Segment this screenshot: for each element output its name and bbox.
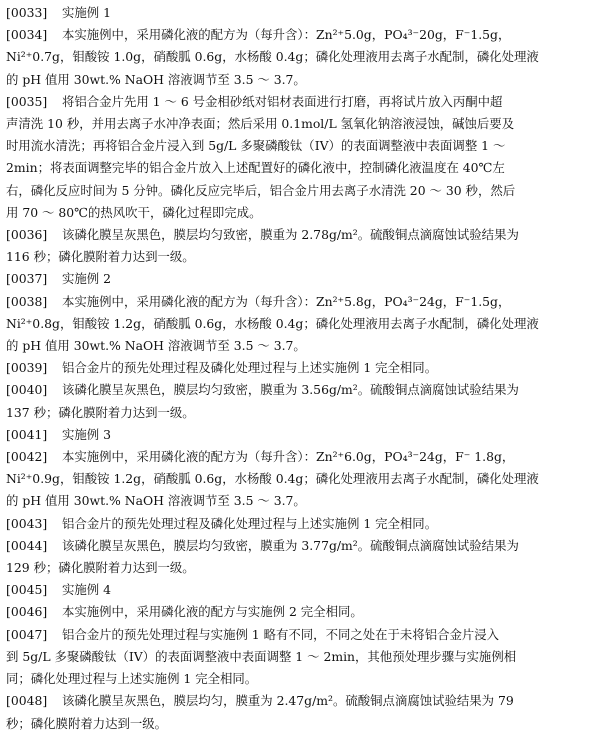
paragraph-text: 实施例 1 [62,5,111,20]
paragraph-line [6,601,601,623]
paragraph-text: 用 70 ～ 80℃的热风吹干，磷化过程即完成。 [6,204,262,220]
paragraph-text: Ni²⁺0.7g，钼酸铵 1.0g，硝酸胍 0.6g，水杨酸 0.4g；磷化处理液用去离子水配制，磷化处理液 [6,49,539,65]
paragraph-text: 右，磷化反应时间为 5 分钟。磷化反应完毕后，铝合金片用去离子水清洗 20 ～ 30 秒，然后 [6,182,516,198]
paragraph-number: [0041] [6,426,48,442]
paragraph-line [6,69,601,91]
paragraph-text: 实施例 2 [62,271,111,287]
paragraph-line [6,713,601,735]
paragraph-line [6,535,601,557]
paragraph-text: 铝合金片的预先处理过程与实施例 1 略有不同，不同之处在于未将铝合金片浸入 [62,626,500,642]
paragraph-number: [0045] [6,582,48,598]
paragraph-number: [0035] [6,93,48,109]
paragraph-number: [0047] [6,626,48,642]
paragraph-text: 时用流水清洗；再将铝合金片浸入到 5g/L 多聚磷酸钛（IV）的表面调整液中表面调整 1 ～ [6,138,506,154]
paragraph-line [6,335,601,357]
paragraph-line [6,268,601,290]
paragraph-0039 [6,357,601,379]
paragraph-0044 [6,535,601,579]
paragraph-text: 129 秒；磷化膜附着力达到一级。 [6,560,195,576]
paragraph-text: 137 秒；磷化膜附着力达到一级。 [6,404,195,420]
paragraph-number: [0040] [6,382,48,398]
paragraph-text: 的 pH 值用 30wt.% NaOH 溶液调节至 3.5 ～ 3.7。 [6,71,306,87]
paragraph-line [6,646,601,668]
paragraph-text: 铝合金片的预先处理过程及磷化处理过程与上述实施例 1 完全相同。 [62,360,438,376]
paragraph-line [6,379,601,401]
paragraph-0034 [6,24,601,91]
paragraph-text: Ni²⁺0.9g，钼酸铵 1.2g，硝酸胍 0.6g，水杨酸 0.4g；磷化处理液用去离子水配制，磷化处理液 [6,471,539,487]
paragraph-0041 [6,424,601,446]
paragraph-number: [0048] [6,693,48,709]
paragraph-line [6,224,601,246]
paragraph-number: [0039] [6,360,48,376]
paragraph-text: 本实施例中，采用磷化液的配方与实施例 2 完全相同。 [62,604,363,620]
paragraph-text: 本实施例中，采用磷化液的配方为（每升含）：Zn²⁺5.0g，PO₄³⁻20g，F⁻1.5g， [62,27,511,43]
paragraph-number: [0038] [6,293,48,309]
paragraph-number: [0044] [6,537,48,553]
paragraph-number: [0042] [6,449,48,465]
paragraph-text: 同；磷化处理过程与上述实施例 1 完全相同。 [6,671,258,687]
paragraph-line [6,557,601,579]
paragraph-0040 [6,379,601,423]
paragraph-text: 116 秒；磷化膜附着力达到一级。 [6,249,195,265]
paragraph-line [6,313,601,335]
paragraph-line [6,91,601,113]
paragraph-0033 [6,2,601,24]
paragraph-text: 本实施例中，采用磷化液的配方为（每升含）：Zn²⁺5.8g，PO₄³⁻24g，F⁻1.5g， [62,293,511,309]
paragraph-line [6,446,601,468]
paragraph-line [6,291,601,313]
paragraph-line [6,135,601,157]
paragraph-0046 [6,601,601,623]
paragraph-line [6,424,601,446]
paragraph-line [6,46,601,68]
paragraph-list [6,2,601,735]
paragraph-number: [0046] [6,604,48,620]
paragraph-line [6,513,601,535]
paragraph-line [6,668,601,690]
paragraph-text: 2min；将表面调整完毕的铝合金片放入上述配置好的磷化液中，控制磷化液温度在 40℃左 [6,160,505,176]
paragraph-text: Ni²⁺0.8g，钼酸铵 1.2g，硝酸胍 0.6g，水杨酸 0.4g；磷化处理液用去离子水配制，磷化处理液 [6,315,539,331]
paragraph-line [6,402,601,424]
paragraph-line [6,690,601,712]
paragraph-text: 实施例 3 [62,426,111,442]
paragraph-text: 到 5g/L 多聚磷酸钛（IV）的表面调整液中表面调整 1 ～ 2min，其他预处理步骤与实施例相 [6,648,517,664]
paragraph-text: 秒；磷化膜附着力达到一级。 [6,715,168,731]
paragraph-number: [0034] [6,27,48,43]
paragraph-line [6,357,601,379]
paragraph-number: [0037] [6,271,48,287]
paragraph-line [6,157,601,179]
paragraph-line [6,180,601,202]
paragraph-line [6,202,601,224]
paragraph-line [6,2,601,24]
paragraph-0042 [6,446,601,513]
paragraph-text: 该磷化膜呈灰黑色，膜层均匀致密，膜重为 2.78g/m²。硫酸铜点滴腐蚀试验结果为 [62,227,519,243]
paragraph-line [6,624,601,646]
paragraph-line [6,579,601,601]
paragraph-0038 [6,291,601,358]
paragraph-line [6,113,601,135]
paragraph-text: 将铝合金片先用 1 ～ 6 号金相砂纸对铝材表面进行打磨，再将试片放入丙酮中超 [62,93,503,109]
paragraph-number: [0036] [6,227,48,243]
paragraph-text: 实施例 4 [62,582,111,598]
paragraph-text: 声清洗 10 秒，并用去离子水冲净表面；然后采用 0.1mol/L 氢氧化钠溶液浸蚀，碱蚀后要及 [6,116,515,132]
paragraph-0048 [6,690,601,734]
paragraph-0036 [6,224,601,268]
paragraph-line [6,468,601,490]
paragraph-number: [0043] [6,515,48,531]
paragraph-0035 [6,91,601,224]
paragraph-text: 铝合金片的预先处理过程及磷化处理过程与上述实施例 1 完全相同。 [62,515,438,531]
paragraph-0045 [6,579,601,601]
paragraph-text: 该磷化膜呈灰黑色，膜层均匀，膜重为 2.47g/m²。硫酸铜点滴腐蚀试验结果为 79 [62,693,514,709]
paragraph-line [6,490,601,512]
paragraph-0047 [6,624,601,691]
paragraph-0037 [6,268,601,290]
paragraph-text: 的 pH 值用 30wt.% NaOH 溶液调节至 3.5 ～ 3.7。 [6,338,306,354]
paragraph-text: 的 pH 值用 30wt.% NaOH 溶液调节至 3.5 ～ 3.7。 [6,493,306,509]
paragraph-0043 [6,513,601,535]
paragraph-line [6,246,601,268]
paragraph-text: 该磷化膜呈灰黑色，膜层均匀致密，膜重为 3.77g/m²。硫酸铜点滴腐蚀试验结果为 [62,537,519,553]
paragraph-number: [0033] [6,5,48,20]
paragraph-text: 该磷化膜呈灰黑色，膜层均匀致密，膜重为 3.56g/m²。硫酸铜点滴腐蚀试验结果为 [62,382,519,398]
paragraph-line [6,24,601,46]
paragraph-text: 本实施例中，采用磷化液的配方为（每升含）：Zn²⁺6.0g，PO₄³⁻24g，F⁻ 1.8g， [62,449,515,465]
